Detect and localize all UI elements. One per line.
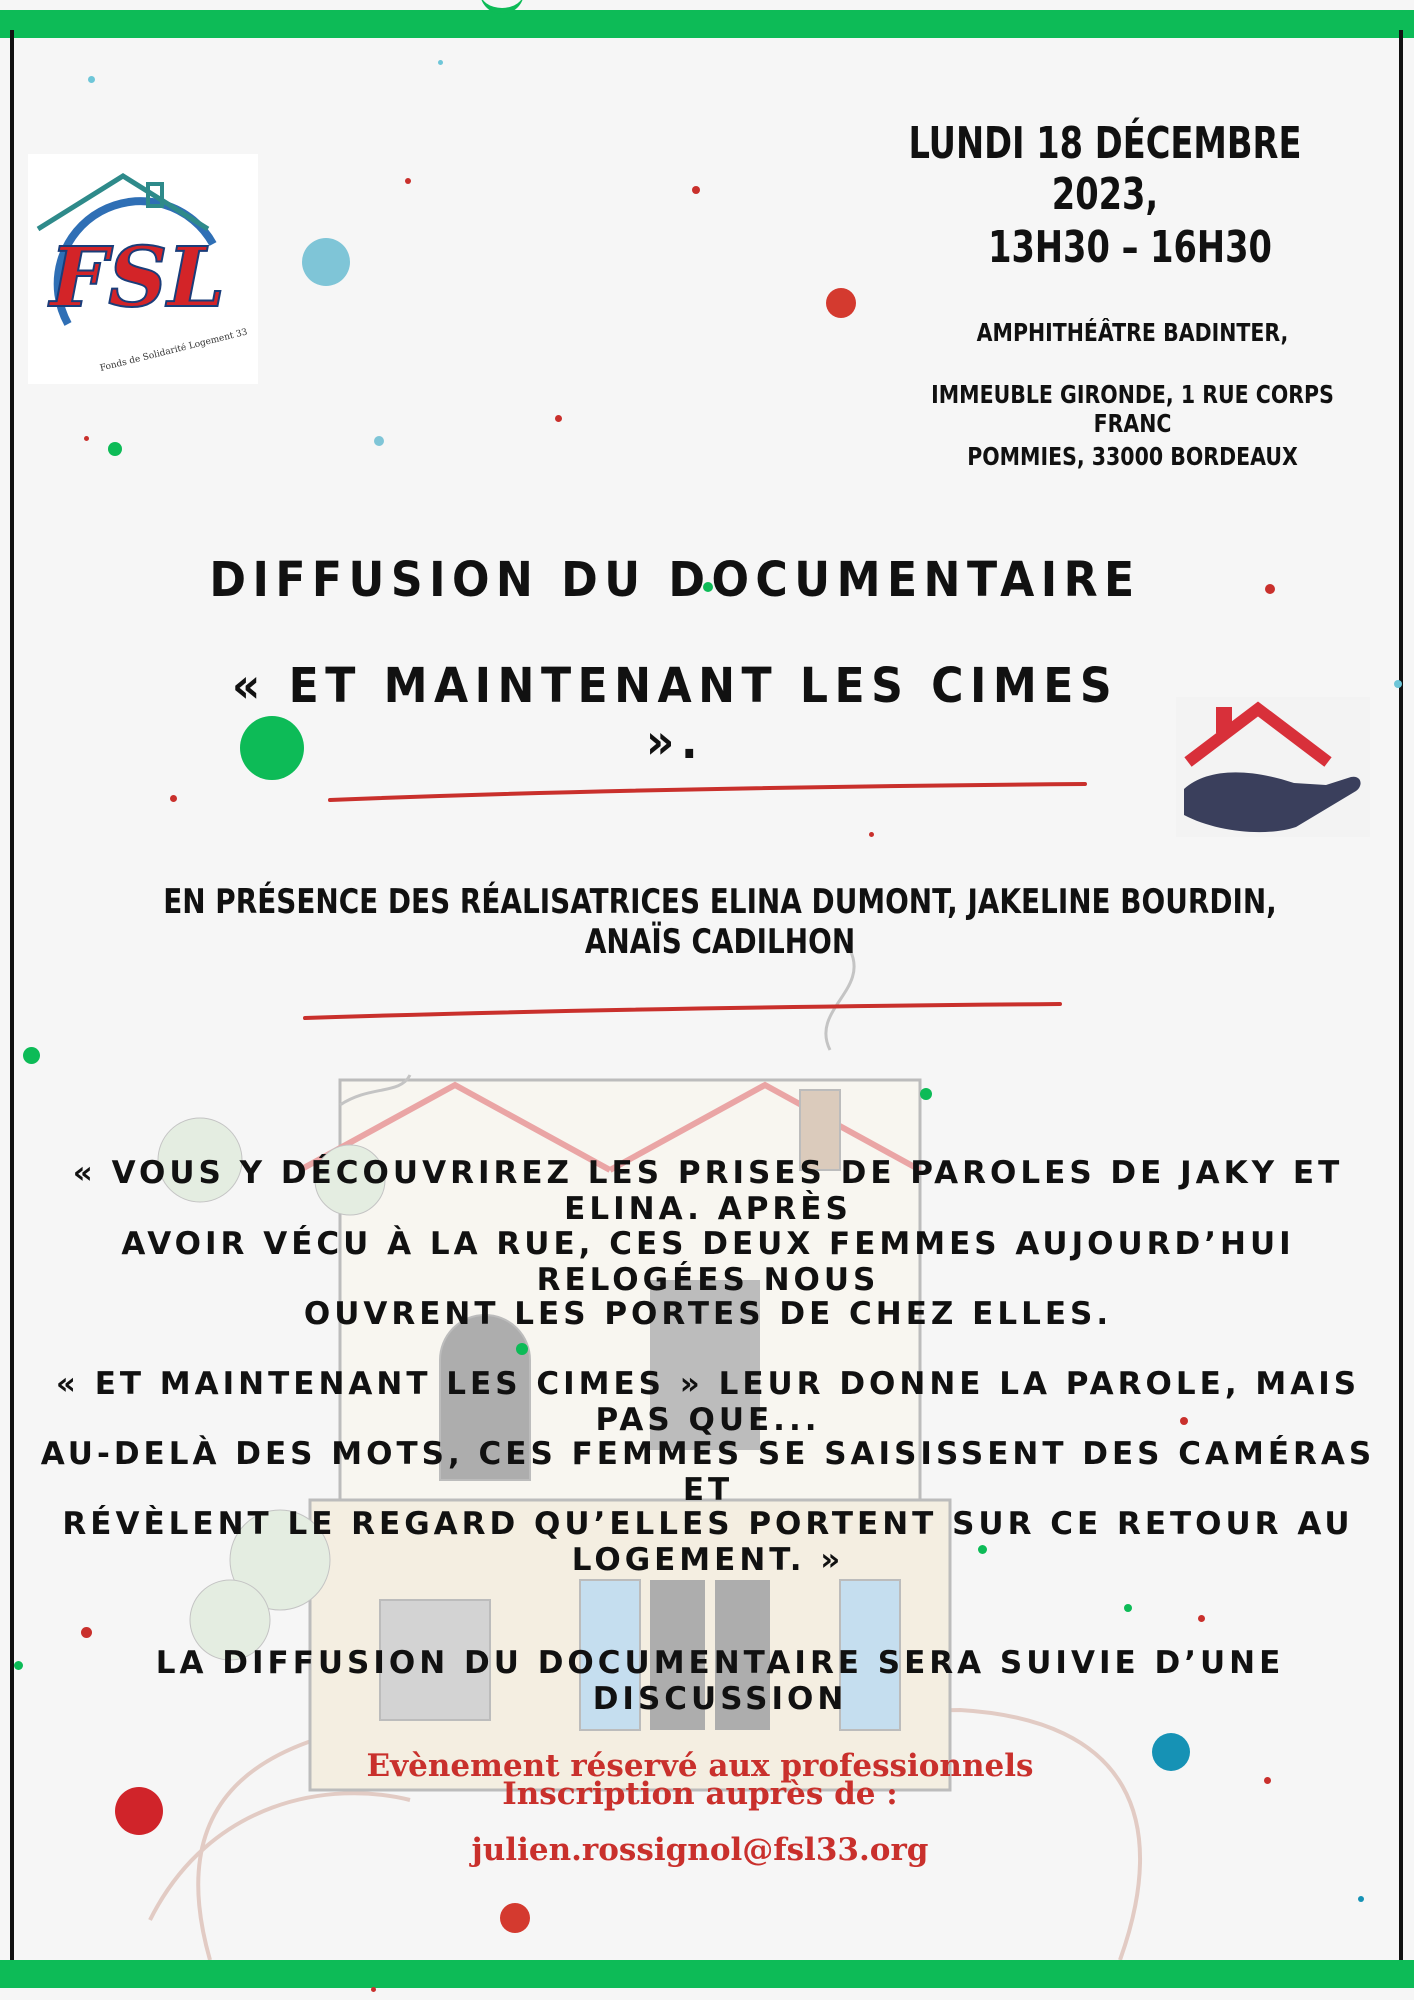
confetti-dot	[1265, 584, 1275, 594]
confetti-dot	[170, 795, 177, 802]
bottom-green-band	[0, 1960, 1414, 1988]
left-border	[10, 30, 14, 1965]
confetti-dot	[108, 442, 122, 456]
confetti-dot	[374, 436, 384, 446]
confetti-dot	[438, 60, 443, 65]
confetti-dot	[14, 1661, 23, 1670]
title-line-1: DIFFUSION DU DOCUMENTAIRE	[209, 552, 1141, 608]
hand-house-icon	[1176, 697, 1370, 837]
confetti-dot	[23, 1047, 40, 1064]
confetti-dot	[516, 1343, 528, 1355]
fsl-logo	[28, 154, 258, 384]
description-line-4: « ET MAINTENANT LES CIMES » LEUR DONNE LA PAROLE, MAIS PAS QUE...	[55, 1366, 1361, 1438]
confetti-dot	[826, 288, 856, 318]
confetti-dot	[371, 1987, 376, 1992]
confetti-dot	[115, 1787, 163, 1835]
confetti-dot	[692, 186, 700, 194]
confetti-dot	[1394, 680, 1402, 688]
fsl-logo-subtitle: Fonds de Solidarité Logement 33	[99, 327, 249, 374]
confetti-dot	[869, 832, 874, 837]
venue-line-3: POMMIES, 33000 BORDEAUX	[967, 442, 1298, 471]
right-border	[1399, 30, 1403, 1965]
confetti-dot	[1198, 1615, 1205, 1622]
confetti-dot	[81, 1627, 92, 1638]
description-line-3: OUVRENT LES PORTES DE CHEZ ELLES.	[303, 1296, 1113, 1332]
fsl-logo-text: FSL	[50, 230, 226, 326]
description-line-6: RÉVÈLENT LE REGARD QU’ELLES PORTENT SUR CE RETOUR AU LOGEMENT. »	[62, 1506, 1354, 1578]
confetti-dot	[302, 238, 350, 286]
confetti-dot	[88, 76, 95, 83]
description-line-2: AVOIR VÉCU À LA RUE, CES DEUX FEMMES AUJOURD’HUI RELOGÉES NOUS	[121, 1226, 1295, 1298]
presence-underline	[300, 996, 1065, 1026]
confetti-dot	[920, 1088, 932, 1100]
confetti-dot	[1358, 1896, 1364, 1902]
directors-presence: EN PRÉSENCE DES RÉALISATRICES ELINA DUMONT, JAKELINE BOURDIN, ANAÏS CADILHON	[163, 882, 1277, 962]
confetti-dot	[405, 178, 411, 184]
event-date: LUNDI 18 DÉCEMBRE 2023,	[908, 118, 1302, 220]
venue-line-1: AMPHITHÉÂTRE BADINTER,	[976, 318, 1289, 347]
registration-email[interactable]: julien.rossignol@fsl33.org	[471, 1832, 929, 1868]
confetti-dot	[1264, 1777, 1271, 1784]
confetti-dot	[555, 415, 562, 422]
title-underline	[325, 778, 1090, 808]
venue-line-2: IMMEUBLE GIRONDE, 1 RUE CORPS FRANC	[931, 380, 1334, 438]
confetti-dot	[500, 1903, 530, 1933]
title-line-2: « ET MAINTENANT LES CIMES ».	[231, 658, 1119, 770]
discussion-note: LA DIFFUSION DU DOCUMENTAIRE SERA SUIVIE D’UNE DISCUSSION	[155, 1645, 1285, 1717]
top-green-band	[0, 10, 1414, 38]
event-time: 13H30 – 16H30	[988, 222, 1272, 273]
description-line-1: « VOUS Y DÉCOUVRIREZ LES PRISES DE PAROLES DE JAKY ET ELINA. APRÈS	[72, 1155, 1344, 1227]
registration-label: Inscription auprès de :	[502, 1776, 898, 1812]
confetti-dot	[1152, 1733, 1190, 1771]
confetti-dot	[84, 436, 89, 441]
reserved-professionals: Evènement réservé aux professionnels	[366, 1748, 1034, 1784]
confetti-dot	[1124, 1604, 1132, 1612]
description-line-5: AU-DELÀ DES MOTS, CES FEMMES SE SAISISSENT DES CAMÉRAS ET	[40, 1436, 1376, 1508]
